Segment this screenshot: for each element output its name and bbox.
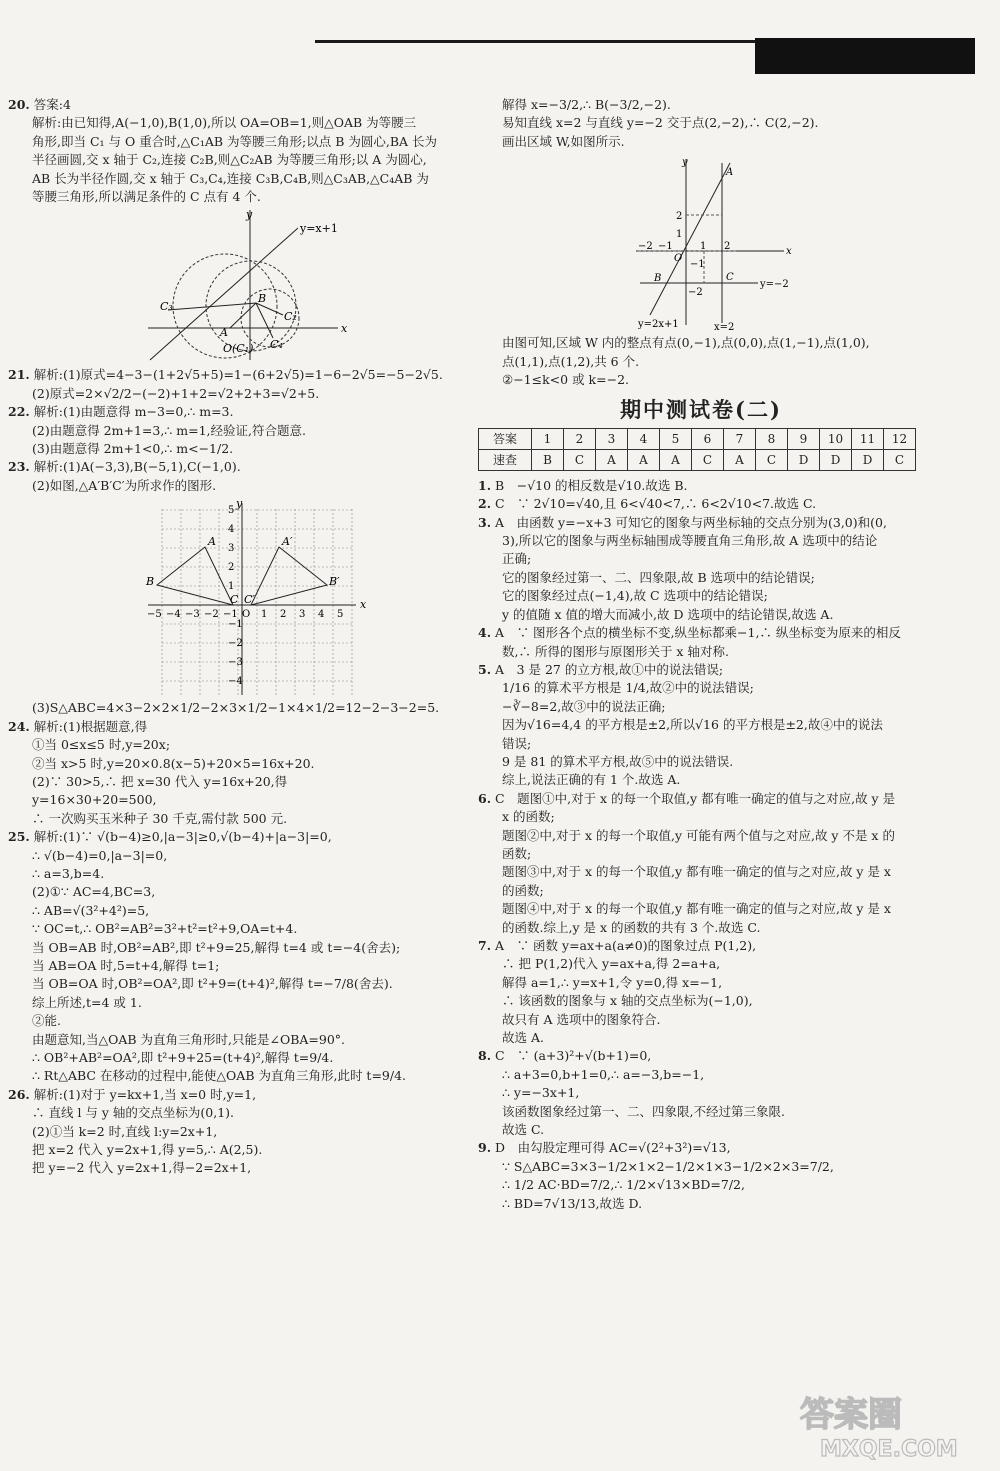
text-line	[478, 827, 924, 845]
y-tick-label: 3	[228, 543, 235, 555]
point-c4-label: C₄	[270, 338, 283, 352]
text-line	[8, 1012, 448, 1030]
scan-edge-bar	[315, 38, 975, 74]
line-text: (2)①∵ AC=4,BC=3,	[32, 884, 156, 900]
text-line	[478, 550, 924, 568]
y-tick-label: 2	[228, 562, 235, 574]
x-tick-label: 5	[337, 609, 344, 621]
text-line	[478, 1139, 924, 1157]
line-text: ②当 x>5 时,y=20×0.8(x−5)+20×5=16x+20.	[32, 755, 315, 771]
line-text: ∴ a=3,b=4.	[32, 865, 105, 881]
table-cell: D	[788, 449, 820, 470]
table-cell: D	[852, 449, 884, 470]
line-text: 故只有 A 选项中的图象符合.	[502, 1011, 661, 1027]
question-number: 1.	[478, 477, 492, 493]
text-line	[478, 974, 924, 992]
text-line	[478, 753, 924, 771]
table-header-cell: 速查	[479, 449, 532, 470]
tick-x2: 2	[724, 241, 731, 253]
line-text: x 的函数;	[502, 809, 555, 825]
line-text: 该函数图象经过第一、二、四象限,不经过第三象限.	[502, 1103, 785, 1119]
table-cell: D	[820, 449, 852, 470]
y-tick-label: 5	[228, 505, 235, 517]
text-line	[478, 133, 924, 151]
table-cell: 4	[628, 428, 660, 449]
line-text: ∴ 1/2 AC·BD=7/2,∴ 1/2×√13×BD=7/2,	[502, 1177, 745, 1193]
figure-circles	[148, 210, 408, 362]
text-line	[8, 810, 448, 828]
origin-label: O	[674, 253, 683, 265]
x-tick-label: −1	[223, 609, 238, 621]
question-number: 8.	[478, 1048, 492, 1064]
text-line	[8, 403, 448, 421]
table-cell: 2	[564, 428, 596, 449]
point-b1-label: B′	[329, 575, 340, 589]
line-text: (2)∵ 30>5,∴ 把 x=30 代入 y=16x+20,得	[32, 773, 288, 789]
line-text: 解析:(1)对于 y=kx+1,当 x=0 时,y=1,	[33, 1086, 257, 1102]
line-text: 3),所以它的图象与两坐标轴围成等腰直角三角形,故 A 选项中的结论	[502, 533, 878, 549]
text-line	[478, 587, 924, 605]
text-line	[8, 828, 448, 846]
point-b-label: B	[146, 575, 155, 589]
line-text: 由题意知,当△OAB 为直角三角形时,只能是∠OBA=90°.	[32, 1031, 346, 1047]
text-line	[8, 422, 448, 440]
line-text: 画出区域 W,如图所示.	[502, 133, 625, 149]
watermark	[790, 1388, 990, 1463]
text-line	[478, 1103, 924, 1121]
line-text: (2)如图,△A′B′C′为所求作的图形.	[32, 477, 217, 493]
text-line	[8, 975, 448, 993]
point-b-label: B	[654, 273, 662, 285]
y-tick-label: 4	[228, 524, 235, 536]
line-text: (2)由题意得 2m+1=3,∴ m=1,经验证,符合题意.	[32, 422, 306, 438]
line-text: 把 x=2 代入 y=2x+1,得 y=5,∴ A(2,5).	[32, 1142, 263, 1158]
table-cell: A	[724, 449, 756, 470]
text-line	[8, 773, 448, 791]
text-line	[8, 957, 448, 975]
line-text: 解析:(1)根据题意,得	[33, 718, 148, 734]
table-cell: C	[692, 449, 724, 470]
table-cell: 9	[788, 428, 820, 449]
x-tick-label: 3	[299, 609, 306, 621]
line-text: ①当 0≤x≤5 时,y=20x;	[32, 737, 171, 753]
table-cell: 6	[692, 428, 724, 449]
figure-grid-triangles	[138, 499, 378, 695]
table-cell: A	[596, 449, 628, 470]
text-line	[478, 96, 924, 114]
text-line	[8, 939, 448, 957]
line-text: 故选 A.	[502, 1030, 544, 1046]
y-tick-label: 1	[228, 581, 235, 593]
line-text: ∴ 该函数的图象与 x 轴的交点坐标为(−1,0),	[502, 993, 753, 1009]
line-text: 题图②中,对于 x 的每一个取值,y 可能有两个值与之对应,故 y 不是 x 的	[502, 827, 895, 843]
line-text: 答案:4	[33, 97, 71, 112]
line-text: 1/16 的算术平方根是 1/4,故②中的说法错误;	[502, 680, 754, 696]
line-y-minus2-label: y=−2	[760, 279, 789, 291]
text-line	[478, 532, 924, 550]
line-text: 9 是 81 的算术平方根,故⑤中的说法错误.	[502, 753, 734, 769]
line-text: ∴ y=−3x+1,	[502, 1085, 580, 1101]
line-text: ∴ BD=7√13/13,故选 D.	[502, 1195, 643, 1211]
line-text: ∴ Rt△ABC 在移动的过程中,能使△OAB 为直角三角形,此时 t=9/4.	[32, 1068, 407, 1084]
table-cell: 7	[724, 428, 756, 449]
text-line	[478, 495, 924, 513]
question-number: 23.	[8, 459, 30, 475]
question-number: 24.	[8, 718, 30, 734]
x-tick-label: O	[242, 609, 251, 621]
text-line	[478, 1158, 924, 1176]
left-column	[8, 96, 448, 1178]
text-line	[8, 736, 448, 754]
text-line	[478, 698, 924, 716]
line-text: 它的图象经过点(−1,4),故 C 选项中的结论错误;	[502, 588, 768, 604]
line-text: 数,∴ 所得的图形与原图形关于 x 轴对称.	[502, 643, 729, 659]
question-number: 25.	[8, 829, 30, 845]
line-text: ∴ 一次购买玉米种子 30 千克,需付款 500 元.	[32, 810, 288, 826]
text-line	[8, 96, 448, 114]
line-text: D 由勾股定理可得 AC=√(2²+3²)=√13,	[495, 1140, 731, 1156]
point-a-label: A	[208, 535, 216, 549]
text-line	[478, 1029, 924, 1047]
tick-xm1: −1	[658, 241, 673, 253]
text-line	[8, 440, 448, 458]
line-text: 解析:(1)由题意得 m−3=0,∴ m=3.	[33, 404, 234, 420]
text-line	[478, 1047, 924, 1065]
line-text: ∴ a+3=0,b+1=0,∴ a=−3,b=−1,	[502, 1066, 705, 1082]
point-c1-label: C′	[244, 593, 255, 607]
text-line	[8, 1141, 448, 1159]
text-line	[8, 699, 448, 717]
table-row	[479, 428, 916, 449]
text-line	[478, 679, 924, 697]
text-line	[478, 1121, 924, 1139]
tick-ym1: −1	[690, 259, 705, 271]
text-line	[478, 937, 924, 955]
line-text: (3)由题意得 2m+1<0,∴ m<−1/2.	[32, 441, 234, 457]
text-line	[478, 790, 924, 808]
point-a-label: A	[726, 167, 734, 179]
line-text: A ∵ 函数 y=ax+a(a≠0)的图象过点 P(1,2),	[495, 938, 757, 953]
text-line	[8, 994, 448, 1012]
x-tick-label: 4	[318, 609, 325, 621]
text-line	[478, 661, 924, 679]
line-text: 解析:(1)原式=4−3−(1+2√5+5)=1−(6+2√5)=1−6−2√5=−5−2√5.	[33, 367, 443, 383]
text-line	[8, 477, 448, 495]
question-number: 20.	[8, 97, 30, 112]
table-row	[479, 449, 916, 470]
line-text: C ∵ (a+3)²+√(b+1)=0,	[495, 1048, 652, 1064]
text-line	[8, 847, 448, 865]
line-text: 当 OB=AB 时,OB²=AB²,即 t²+9=25,解得 t=4 或 t=−4(舍去);	[32, 939, 401, 955]
point-c-label: C	[726, 272, 734, 284]
point-c-label: C	[230, 593, 239, 607]
text-line	[478, 1084, 924, 1102]
text-line	[478, 477, 924, 495]
line-text: 错误;	[502, 735, 532, 751]
text-line	[478, 624, 924, 642]
line-text: 正确;	[502, 551, 532, 567]
table-cell: A	[660, 449, 692, 470]
table-cell: A	[628, 449, 660, 470]
question-number: 22.	[8, 404, 30, 420]
text-line	[478, 1195, 924, 1213]
text-line	[478, 955, 924, 973]
line-text: 点(1,1),点(1,2),共 6 个.	[502, 353, 640, 369]
line-text: 题图④中,对于 x 的每一个取值,y 都有唯一确定的值与之对应,故 y 是 x	[502, 901, 891, 917]
figure-region-w	[626, 155, 816, 330]
text-line	[8, 865, 448, 883]
text-line	[8, 385, 448, 403]
line-text: ∴ 直线 l 与 y 轴的交点坐标为(0,1).	[32, 1105, 235, 1121]
x-tick-label: −4	[166, 609, 181, 621]
text-line	[8, 1067, 448, 1085]
question-number: 9.	[478, 1140, 492, 1156]
text-line	[478, 643, 924, 661]
text-line	[8, 170, 448, 188]
tick-y1: 1	[676, 229, 683, 241]
line-text: ∴ √(b−4)=0,|a−3|=0,	[32, 847, 168, 863]
y-axis-label: y	[236, 499, 243, 511]
text-line	[8, 883, 448, 901]
text-line	[478, 371, 924, 389]
y-tick-label: −3	[228, 657, 243, 669]
table-cell: C	[884, 449, 916, 470]
text-line	[478, 882, 924, 900]
line-text: ∵ OC=t,∴ OB²=AB²=3²+t²=t²+9,OA=t+4.	[32, 921, 298, 937]
text-line	[8, 366, 448, 384]
line-text: ∵ S△ABC=3×3−1/2×1×2−1/2×1×3−1/2×2×3=7/2,	[502, 1158, 834, 1174]
table-cell: 5	[660, 428, 692, 449]
y-axis-label: y	[246, 210, 253, 222]
line-text: B −√10 的相反数是√10.故选 B.	[495, 477, 688, 493]
text-line	[8, 1123, 448, 1141]
line-text: 当 OB=OA 时,OB²=OA²,即 t²+9=(t+4)²,解得 t=−7/8(舍去).	[32, 976, 393, 992]
text-line	[478, 900, 924, 918]
question-number: 26.	[8, 1086, 30, 1102]
y-tick-label: −1	[228, 619, 243, 631]
line-text: A ∵ 图形各个点的横坐标不变,纵坐标都乘−1,∴ 纵坐标变为原来的相反	[495, 625, 901, 641]
point-a1-label: A′	[282, 535, 293, 549]
text-line	[478, 992, 924, 1010]
table-cell: C	[564, 449, 596, 470]
text-line	[478, 1176, 924, 1194]
line-text: 易知直线 x=2 与直线 y=−2 交于点(2,−2),∴ C(2,−2).	[502, 115, 819, 131]
line-text: y 的值随 x 值的增大而减小,故 D 选项中的结论错误,故选 A.	[502, 606, 834, 622]
x-tick-label: 2	[280, 609, 287, 621]
table-cell: 11	[852, 428, 884, 449]
text-line	[8, 458, 448, 476]
text-line	[8, 1031, 448, 1049]
tick-ym2: −2	[688, 287, 703, 299]
table-cell: 1	[532, 428, 564, 449]
text-line	[478, 716, 924, 734]
line-text: ②能.	[32, 1013, 61, 1029]
text-line	[8, 133, 448, 151]
line-label: y=x+1	[300, 222, 338, 236]
point-c2-label: C₂	[284, 310, 297, 324]
watermark-text: 答案圈	[800, 1395, 902, 1435]
text-line	[478, 569, 924, 587]
answer-table	[478, 428, 916, 471]
line-text: A 由函数 y=−x+3 可知它的图象与两坐标轴的交点分别为(3,0)和(0,	[495, 514, 887, 530]
point-c3-label: C₃	[160, 300, 173, 314]
x-axis-label: x	[786, 246, 792, 258]
line-text: y=16×30+20=500,	[32, 792, 157, 808]
table-cell: C	[756, 449, 788, 470]
line-text: 故选 C.	[502, 1122, 545, 1138]
line-text: AB 长为半径作圆,交 x 轴于 C₃,C₄,连接 C₃B,C₄B,则△C₃AB,△C₄AB 为	[32, 170, 429, 186]
text-line	[8, 114, 448, 132]
text-line	[8, 188, 448, 206]
text-line	[8, 1086, 448, 1104]
line-text: −∛−8=2,故③中的说法正确;	[502, 698, 666, 714]
tick-y2: 2	[676, 211, 683, 223]
text-line	[478, 919, 924, 937]
text-line	[8, 1159, 448, 1177]
right-column	[478, 96, 924, 1213]
line-text: (2)①当 k=2 时,直线 l:y=2x+1,	[32, 1123, 218, 1139]
point-a-label: A	[220, 326, 228, 340]
text-line	[478, 606, 924, 624]
line-text: C 题图①中,对于 x 的每一个取值,y 都有唯一确定的值与之对应,故 y 是	[495, 790, 896, 806]
text-line	[8, 1049, 448, 1067]
text-line	[478, 735, 924, 753]
text-line	[8, 920, 448, 938]
x-tick-label: 1	[261, 609, 268, 621]
text-line	[8, 151, 448, 169]
line-text: 的函数;	[502, 882, 544, 898]
section-title: 期中测试卷(二)	[620, 397, 782, 423]
text-line	[478, 514, 924, 532]
line-text: 的函数.综上,y 是 x 的函数的共有 3 个.故选 C.	[502, 919, 761, 935]
y-tick-label: −4	[228, 676, 243, 688]
text-line	[8, 718, 448, 736]
line-2x-plus1-label: y=2x+1	[638, 319, 679, 331]
question-number: 2.	[478, 496, 492, 512]
table-cell: 8	[756, 428, 788, 449]
question-number: 3.	[478, 514, 492, 530]
text-line	[478, 334, 924, 352]
text-line	[478, 771, 924, 789]
line-text: 它的图象经过第一、二、四象限,故 B 选项中的结论错误;	[502, 569, 815, 585]
x-tick-label: −3	[185, 609, 200, 621]
table-cell: 10	[820, 428, 852, 449]
line-text: C ∵ 2√10=√40,且 6<√40<7,∴ 6<2√10<7.故选 C.	[495, 496, 817, 512]
line-text: ∴ 把 P(1,2)代入 y=ax+a,得 2=a+a,	[502, 956, 721, 972]
line-text: A 3 是 27 的立方根,故①中的说法错误;	[495, 661, 724, 677]
tick-xm2: −2	[638, 241, 653, 253]
text-line	[478, 1011, 924, 1029]
x-axis-label: x	[341, 322, 348, 336]
tick-x1: 1	[700, 241, 707, 253]
line-text: 等腰三角形,所以满足条件的 C 点有 4 个.	[32, 189, 261, 205]
text-line	[478, 863, 924, 881]
line-text: 解得 a=1,∴ y=x+1,令 y=0,得 x=−1,	[502, 974, 723, 990]
line-text: 解析:(1)A(−3,3),B(−5,1),C(−1,0).	[33, 459, 241, 475]
table-cell: 12	[884, 428, 916, 449]
watermark-url: MXQE.COM	[820, 1437, 958, 1462]
question-number: 4.	[478, 625, 492, 641]
line-text: ∴ AB=√(3²+4²)=5,	[32, 902, 150, 918]
question-number: 7.	[478, 938, 492, 953]
text-line	[8, 755, 448, 773]
line-text: 函数;	[502, 845, 532, 861]
line-text: (3)S△ABC=4×3−2×2×1/2−2×3×1/2−1×4×1/2=12−2−3−2=5.	[32, 700, 440, 716]
point-b-label: B	[258, 292, 267, 306]
question-number: 5.	[478, 661, 492, 677]
question-number: 21.	[8, 367, 30, 383]
line-text: 解析:(1)∵ √(b−4)≥0,|a−3|≥0,√(b−4)+|a−3|=0,	[33, 829, 332, 845]
point-o-label: O(C₁)	[223, 342, 254, 356]
line-text: ②−1≤k<0 或 k=−2.	[502, 372, 630, 388]
x-tick-label: −2	[204, 609, 219, 621]
line-text: 题图③中,对于 x 的每一个取值,y 都有唯一确定的值与之对应,故 y 是 x	[502, 864, 891, 880]
line-text: 综上,说法正确的有 1 个.故选 A.	[502, 772, 681, 788]
line-text: 由图可知,区域 W 内的整点有点(0,−1),点(0,0),点(1,−1),点(1,0),	[502, 335, 870, 351]
text-line	[478, 1066, 924, 1084]
line-text: 角形,即当 C₁ 与 O 重合时,△C₁AB 为等腰三角形;以点 B 为圆心,BA 长为	[32, 133, 438, 149]
x-tick-label: −5	[147, 609, 162, 621]
y-tick-label: −2	[228, 638, 243, 650]
line-text: 解析:由已知得,A(−1,0),B(1,0),所以 OA=OB=1,则△OAB 为等腰三	[32, 115, 417, 131]
line-text: ∴ OB²+AB²=OA²,即 t²+9+25=(t+4)²,解得 t=9/4.	[32, 1050, 334, 1065]
text-line	[8, 791, 448, 809]
y-axis-label: y	[682, 157, 688, 169]
line-text: 解得 x=−3/2,∴ B(−3/2,−2).	[502, 97, 671, 112]
line-text: 综上所述,t=4 或 1.	[32, 994, 142, 1010]
line-text: 因为√16=4,4 的平方根是±2,所以√16 的平方根是±2,故④中的说法	[502, 717, 883, 733]
line-text: 把 y=−2 代入 y=2x+1,得−2=2x+1,	[32, 1160, 252, 1176]
table-cell: 3	[596, 428, 628, 449]
table-cell: B	[532, 449, 564, 470]
line-text: 当 AB=OA 时,5=t+4,解得 t=1;	[32, 957, 220, 973]
text-line	[8, 902, 448, 920]
text-line	[478, 845, 924, 863]
line-text: (2)原式=2×√2/2−(−2)+1+2=√2+2+3=√2+5.	[32, 385, 320, 401]
text-line	[478, 114, 924, 132]
text-line	[478, 808, 924, 826]
x-axis-label: x	[360, 598, 367, 612]
text-line	[8, 1104, 448, 1122]
line-x-2-label: x=2	[714, 322, 735, 331]
question-number: 6.	[478, 790, 492, 806]
line-text: 半径画圆,交 x 轴于 C₂,连接 C₂B,则△C₂AB 为等腰三角形;以 A 为圆心,	[32, 152, 427, 168]
text-line	[478, 353, 924, 371]
table-header-cell: 答案	[479, 428, 532, 449]
